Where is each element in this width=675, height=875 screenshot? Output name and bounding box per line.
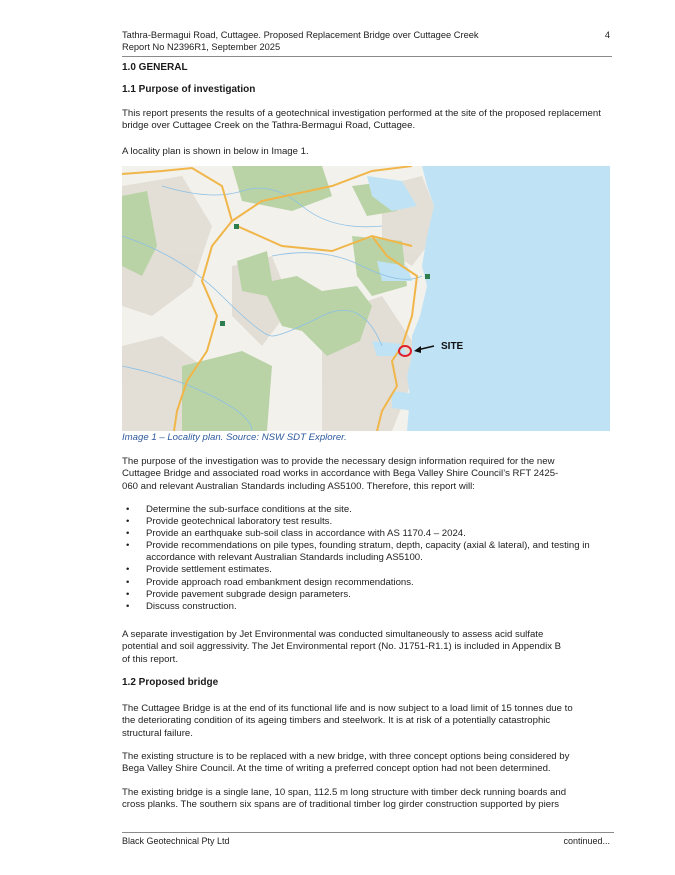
footer-continued: continued... xyxy=(563,836,610,846)
heading-1-1: 1.1 Purpose of investigation xyxy=(122,84,256,95)
header-divider xyxy=(122,56,612,57)
text-line: Bega Valley Shire Council. At the time of writing a preferred concept option had not been determined. xyxy=(122,763,551,775)
list-item: • Provide recommendations on pile types, founding stratum, depth, capacity (axial & lateral), and testing in accordance with relevant Australian Standards including AS5100. xyxy=(126,540,590,564)
header-title: Tathra-Bermagui Road, Cuttagee. Proposed Replacement Bridge over Cuttagee Creek xyxy=(122,30,479,40)
bullet-icon: • xyxy=(126,576,130,588)
paragraph-existing-bridge xyxy=(122,787,614,812)
map-sea xyxy=(407,166,610,431)
header-report-no: Report No N2396R1, September 2025 xyxy=(122,41,281,52)
text-line: the deteriorating condition of its ageing timbers and steelwork. It is at risk of a potentially catastrophic xyxy=(122,715,551,727)
list-item: • Provide approach road embankment design recommendations. xyxy=(126,576,414,588)
paragraph-locality: A locality plan is shown in below in Image 1. xyxy=(122,146,309,157)
text-line: 060 and relevant Australian Standards including AS5100. Therefore, this report will: xyxy=(122,480,475,492)
town-marker-quaama xyxy=(220,321,225,326)
list-item: • Provide settlement estimates. xyxy=(126,564,272,576)
bullet-icon: • xyxy=(126,540,130,552)
paragraph-intro: This report presents the results of a geotechnical investigation performed at the site of the proposed replacement bridge over Cuttagee Creek on the Tathra-Bermagui Road, Cuttagee. xyxy=(122,108,601,132)
locality-map xyxy=(122,166,610,431)
text-line: of this report. xyxy=(122,653,178,665)
town-marker-bermagui xyxy=(425,274,430,279)
bullet-icon: • xyxy=(126,504,130,515)
bullet-icon: • xyxy=(126,564,130,576)
text-line: A separate investigation by Jet Environmental was conducted simultaneously to assess acid sulfate xyxy=(122,629,544,640)
paragraph-bridge-condition xyxy=(122,703,614,740)
bullet-icon: • xyxy=(126,588,130,600)
paragraph-purpose xyxy=(122,456,614,493)
heading-1-0: 1.0 GENERAL xyxy=(122,62,188,73)
page-footer xyxy=(122,836,612,846)
bullet-icon: • xyxy=(126,516,130,528)
page-number: 4 xyxy=(604,30,610,40)
paragraph-replacement xyxy=(122,751,614,776)
paragraph-jet-environmental xyxy=(122,629,614,666)
text-line: The existing structure is to be replaced with a new bridge, with three concept options being considered by xyxy=(122,751,570,762)
page-header xyxy=(122,30,612,53)
bullet-icon: • xyxy=(126,528,130,540)
list-item: • Provide geotechnical laboratory test results. xyxy=(126,516,333,528)
footer-company: Black Geotechnical Pty Ltd xyxy=(122,836,230,846)
text-line: The purpose of the investigation was to provide the necessary design information required for the new xyxy=(122,456,555,467)
list-item: • Determine the sub-surface conditions at the site. xyxy=(126,504,352,515)
list-item: • Discuss construction. xyxy=(126,600,237,612)
text-line: structural failure. xyxy=(122,727,193,739)
text-line: Cuttagee Bridge and associated road works in accordance with Bega Valley Shire Council’s RFT 2425- xyxy=(122,468,559,480)
bullet-icon: • xyxy=(126,600,130,612)
locality-map-graphic xyxy=(122,166,610,431)
text-line: The existing bridge is a single lane, 10 span, 112.5 m long structure with timber deck running boards and xyxy=(122,787,567,798)
site-label: SITE xyxy=(441,341,464,352)
heading-1-2: 1.2 Proposed bridge xyxy=(122,677,219,688)
footer-divider xyxy=(122,832,614,833)
list-item: • Provide pavement subgrade design parameters. xyxy=(126,588,351,600)
text-line: The Cuttagee Bridge is at the end of its functional life and is now subject to a load limit of 15 tonnes due to xyxy=(122,703,573,714)
text-line: potential and soil aggressivity. The Jet Environmental report (No. J1751-R1.1) is included in Appendix B xyxy=(122,641,562,653)
town-marker-cobargo xyxy=(234,224,239,229)
objectives-list xyxy=(122,504,617,613)
list-item: • Provide an earthquake sub-soil class in accordance with AS 1170.4 – 2024. xyxy=(126,528,466,540)
text-line: cross planks. The southern six spans are of traditional timber log girder construction supported by piers xyxy=(122,799,560,811)
figure-caption: Image 1 – Locality plan. Source: NSW SDT Explorer. xyxy=(122,432,347,443)
